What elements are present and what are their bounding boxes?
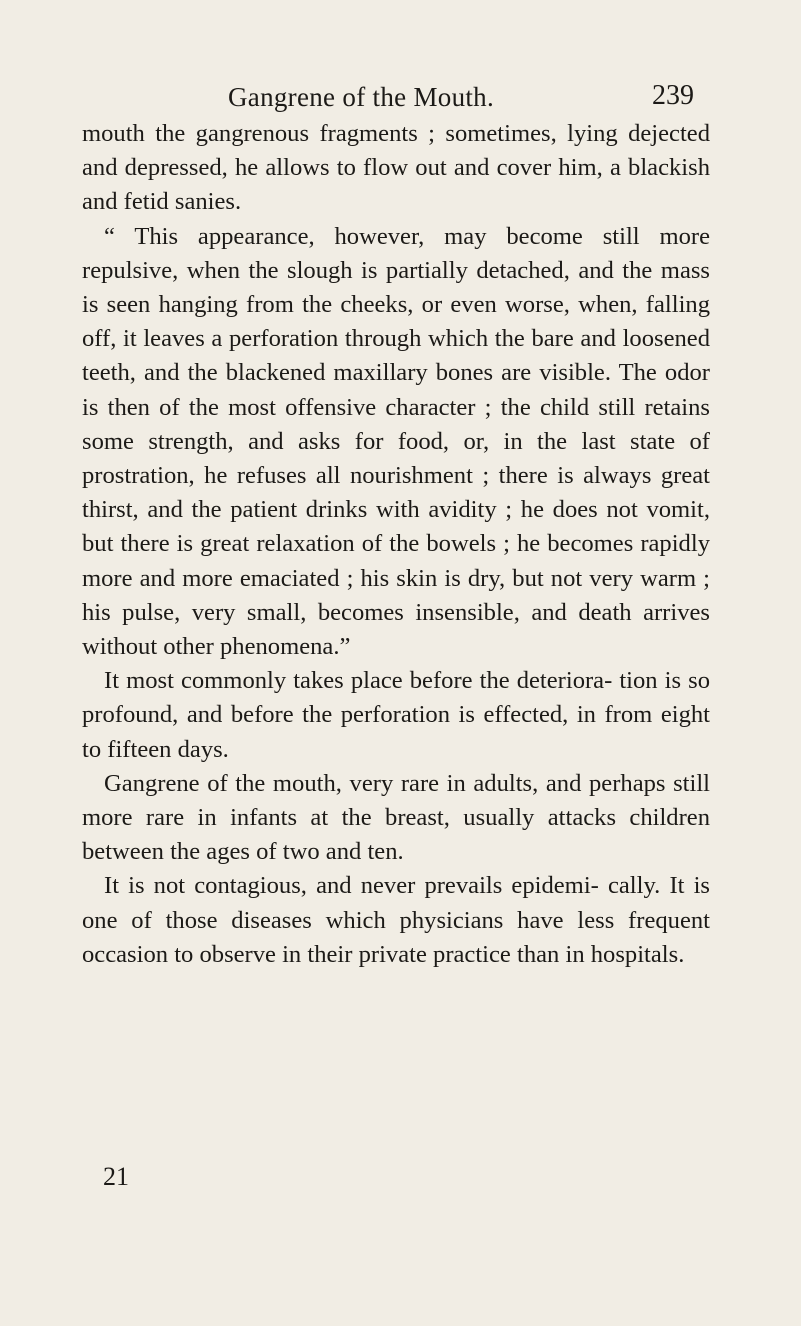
paragraph: It is not contagious, and never prevails epidemi- cally. It is one of those diseases which physicians have less frequent occasion to observe in their private practice than in hospitals. <box>82 872 710 968</box>
body-text <box>82 117 710 972</box>
paragraph: “ This appearance, however, may become still more repulsive, when the slough is partially detached, and the mass is seen hanging from the cheeks, or even worse, when, falling off, it leaves a perforation through which the bare and loosened teeth, and the blackened maxillary bones are visible. The odor is then of the most offensive character ; the child still retains some strength, and asks for food, or, in the last state of prostration, he refuses all nourishment ; there is always great thirst, and the patient drinks with avidity ; he does not vomit, but there is great relaxation of the bowels ; he becomes rapidly more and more emaciated ; his skin is dry, but not very warm ; his pulse, very small, becomes insensible, and death arrives without other phenomena.” <box>82 222 710 661</box>
paragraph: Gangrene of the mouth, very rare in adults, and perhaps still more rare in infants at the breast, usually attacks children between the ages of two and ten. <box>82 769 710 866</box>
signature-mark: 21 <box>103 1162 129 1191</box>
page-number: 239 <box>652 80 694 111</box>
running-title: Gangrene of the Mouth. <box>228 82 495 112</box>
paragraph: It most commonly takes place before the deteriora- tion is so profound, and before the perforation is effected, in from eight to fifteen days. <box>82 667 710 763</box>
paragraph: mouth the gangrenous fragments ; sometimes, lying dejected and depressed, he allows to flow out and cover him, a blackish and fetid sanies. <box>82 120 710 216</box>
